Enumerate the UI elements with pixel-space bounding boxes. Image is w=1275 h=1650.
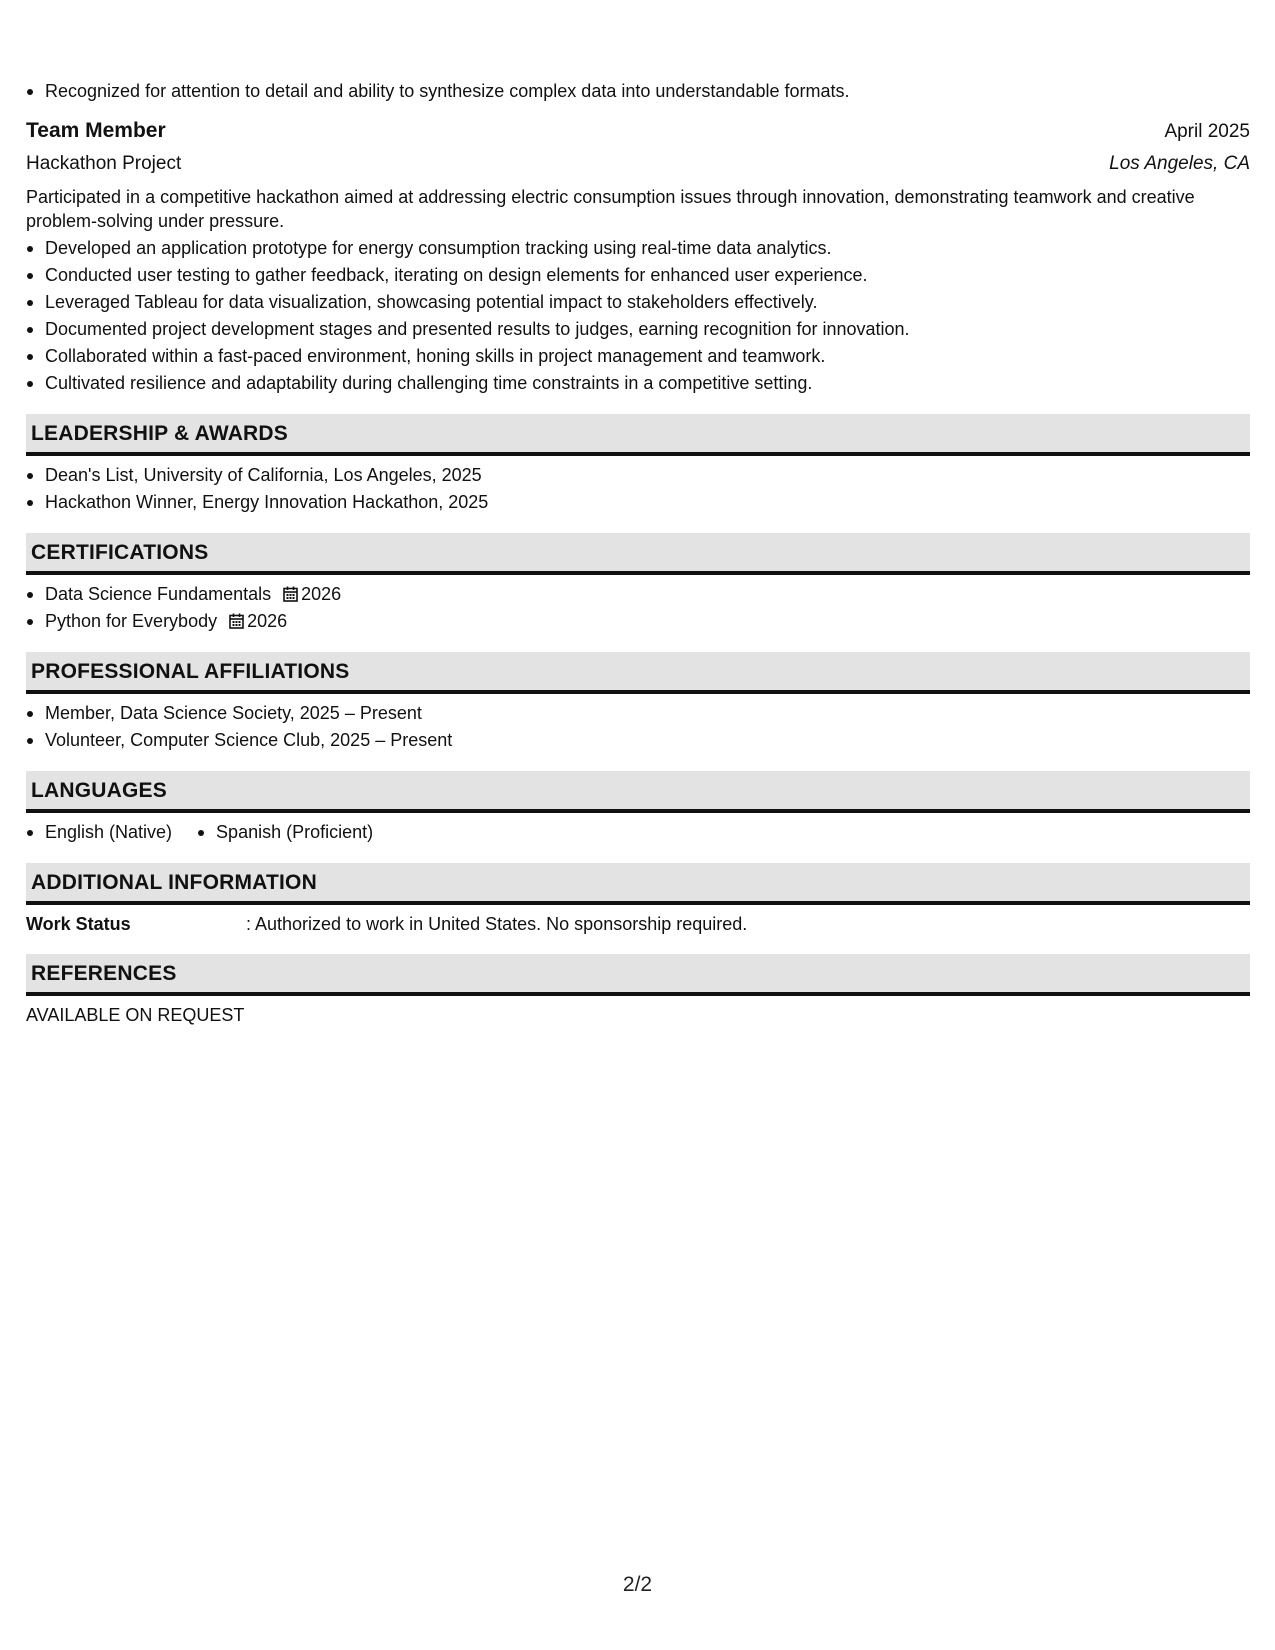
work-status-label: Work Status: [26, 914, 131, 934]
section-header-languages: [26, 771, 1250, 813]
language-item: English (Native): [26, 819, 172, 846]
list-item: Conducted user testing to gather feedback, iterating on design elements for enhanced user experience.: [26, 262, 1250, 289]
job-description: Participated in a competitive hackathon aimed at addressing electric consumption issues through innovation, demonstrating teamwork and creative problem-solving under pressure.: [26, 187, 1195, 231]
affiliations-list: [26, 700, 1250, 754]
list-item: Collaborated within a fast-paced environment, honing skills in project management and teamwork.: [26, 343, 1250, 370]
references-text: AVAILABLE ON REQUEST: [26, 1005, 245, 1025]
work-status-value: : Authorized to work in United States. No sponsorship required.: [246, 914, 748, 934]
certification-year: 2026: [301, 584, 342, 604]
leadership-list: [26, 462, 1250, 516]
certification-name: Data Science Fundamentals: [45, 584, 272, 604]
certifications-list: [26, 581, 1250, 635]
job-date: April 2025: [1164, 121, 1250, 142]
list-item: [26, 581, 1250, 608]
section-title: REFERENCES: [31, 962, 177, 985]
list-item: [26, 608, 1250, 635]
list-item: Documented project development stages and presented results to judges, earning recognition for innovation.: [26, 316, 1250, 343]
list-item: Dean's List, University of California, Los Angeles, 2025: [26, 462, 1250, 489]
calendar-icon: [283, 586, 298, 602]
list-item: Developed an application prototype for energy consumption tracking using real-time data analytics.: [26, 235, 1250, 262]
section-header-references: [26, 954, 1250, 996]
section-title: PROFESSIONAL AFFILIATIONS: [31, 660, 350, 683]
certification-name: Python for Everybody: [45, 611, 218, 631]
resume-page: [26, 78, 1250, 1028]
list-item: Hackathon Winner, Energy Innovation Hackathon, 2025: [26, 489, 1250, 516]
section-title: CERTIFICATIONS: [31, 541, 209, 564]
section-header-certifications: [26, 533, 1250, 575]
languages-list: [26, 819, 1250, 846]
calendar-icon: [229, 613, 244, 629]
previous-job-bullets: [26, 78, 1250, 105]
list-item: Recognized for attention to detail and ability to synthesize complex data into understandable formats.: [26, 78, 1250, 105]
list-item: Member, Data Science Society, 2025 – Present: [26, 700, 1250, 727]
section-title: LANGUAGES: [31, 779, 167, 802]
job-bullets: [26, 235, 1250, 397]
language-item: Spanish (Proficient): [197, 819, 373, 846]
page-number: 2/2: [622, 1573, 653, 1596]
section-title: LEADERSHIP & AWARDS: [31, 422, 288, 445]
certification-year: 2026: [247, 611, 288, 631]
work-status-row: [26, 911, 1250, 937]
job-entry: [26, 115, 1250, 397]
job-title: Team Member: [26, 119, 166, 142]
section-header-leadership: [26, 414, 1250, 456]
section-title: ADDITIONAL INFORMATION: [31, 871, 317, 894]
list-item: Cultivated resilience and adaptability during challenging time constraints in a competitive setting.: [26, 370, 1250, 397]
section-header-affiliations: [26, 652, 1250, 694]
job-organization: Hackathon Project: [26, 153, 182, 174]
list-item: Volunteer, Computer Science Club, 2025 – Present: [26, 727, 1250, 754]
job-location: Los Angeles, CA: [1109, 153, 1250, 174]
section-header-additional-info: [26, 863, 1250, 905]
list-item: Leveraged Tableau for data visualization, showcasing potential impact to stakeholders effectively.: [26, 289, 1250, 316]
